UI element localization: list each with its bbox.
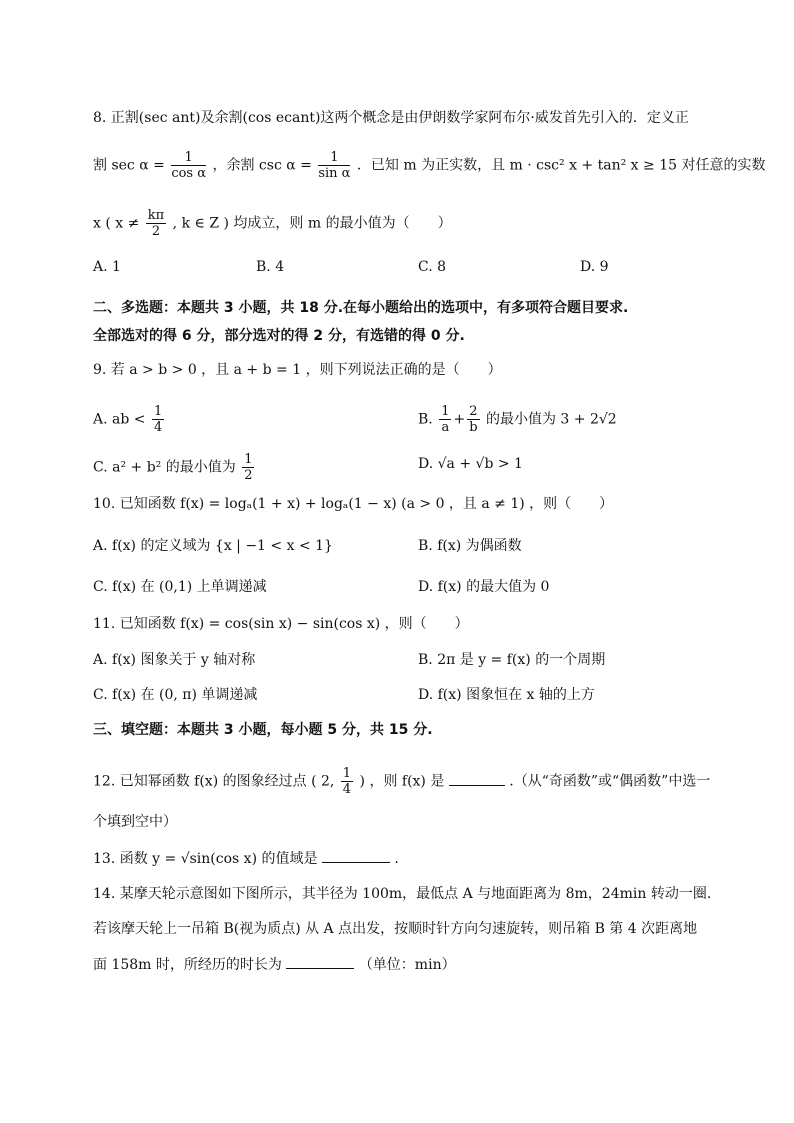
fraction-denominator: a [441,420,450,435]
q14-text-b: （单位：min） [358,957,456,973]
q9-option-a-text: A. ab < [93,411,146,428]
fraction-denominator: sin α [318,166,351,181]
section3-heading: 三、填空题：本题共 3 小题，每小题 5 分，共 15 分. [93,722,433,738]
fraction-denominator: cos α [171,166,207,181]
fraction-denominator: 4 [342,782,352,797]
q13-answer-blank[interactable] [322,848,390,863]
q10-option-a[interactable]: A. f(x) 的定义域为 {x | −1 < x < 1} [93,538,333,554]
q9-option-a[interactable] [93,404,166,435]
q9-option-c[interactable] [93,452,256,483]
q12-line1 [93,766,710,797]
q9-option-a-fraction [152,404,164,435]
q8-sec-fraction [171,150,206,181]
fraction-denominator: 2 [244,468,253,483]
q9-option-b-label: B. [418,411,433,428]
q11-option-d[interactable]: D. f(x) 图象恒在 x 轴的上方 [418,687,595,703]
q8-kpi-fraction [146,208,166,239]
q14-answer-blank[interactable] [286,954,354,969]
q12-point-fraction [341,766,353,797]
q9-option-c-fraction [242,452,254,483]
plus-sign: + [453,411,466,428]
q10-option-d[interactable]: D. f(x) 的最大值为 0 [418,579,550,595]
q8-domain-a: x ( x ≠ [93,215,140,232]
fraction-numerator: 1 [244,452,253,467]
fraction-numerator: 1 [171,150,206,166]
q11-option-c[interactable]: C. f(x) 在 (0, π) 单调递减 [93,687,258,703]
section2-scoring: 全部选对的得 6 分，部分选对的得 2 分，有选错的得 0 分. [93,328,465,344]
q11-option-b[interactable]: B. 2π 是 y = f(x) 的一个周期 [418,652,606,668]
q8-line1: 8. 正割(sec ant)及余割(cos ecant)这两个概念是由伊朗数学家阿布尔·威发首先引入的．定义正 [93,110,689,126]
q11-option-a[interactable]: A. f(x) 图象关于 y 轴对称 [93,652,256,668]
q14-line1: 14. 某摩天轮示意图如下图所示，其半径为 100m，最低点 A 与地面距离为 8m，24min 转动一圈. [93,886,712,902]
q8-option-b[interactable]: B. 4 [256,259,285,275]
q9-option-b[interactable] [418,404,617,435]
q12-text-a: 12. 已知幂函数 f(x) 的图象经过点 ( 2, [93,773,335,790]
q13-text-b: . [394,851,399,867]
q9-option-c-text: C. a² + b² 的最小值为 [93,459,236,476]
q8-option-c[interactable]: C. 8 [418,259,447,275]
q14-text-a: 面 158m 时，所经历的时长为 [93,957,282,973]
q14-line3 [93,954,456,975]
q8-sec-def: 割 sec α = [93,157,165,174]
q11-stem: 11. 已知函数 f(x) = cos(sin x) − sin(cos x) ，则（ ） [93,616,469,632]
q14-line2: 若该摩天轮上一吊箱 B(视为质点) 从 A 点出发，按顺时针方向匀速旋转，则吊箱 B 第 4 次距离地 [93,921,698,937]
fraction-denominator: b [469,420,478,435]
q8-csc-fraction [318,150,350,181]
q12-line2: 个填到空中） [93,814,177,830]
q12-answer-blank[interactable] [449,771,505,786]
q9-option-d[interactable]: D. √a + √b > 1 [418,456,523,472]
q10-option-c[interactable]: C. f(x) 在 (0,1) 上单调递减 [93,579,267,595]
q8-condition: ．已知 m 为正实数，且 m · csc² x + tan² x ≥ 15 对任意的实数 [356,157,766,174]
fraction-denominator: 2 [151,224,161,239]
fraction-numerator: 1 [342,766,352,781]
fraction-numerator: 1 [441,404,450,419]
q9-option-b-fraction1 [439,404,451,435]
q10-option-b[interactable]: B. f(x) 为偶函数 [418,538,522,554]
q8-option-d[interactable]: D. 9 [580,259,609,275]
q9-stem: 9. 若 a > b > 0 ，且 a + b = 1 ，则下列说法正确的是（ ） [93,362,502,378]
q9-option-b-text: 的最小值为 3 + 2√2 [485,411,617,428]
section2-heading: 二、多选题：本题共 3 小题，共 18 分.在每小题给出的选项中，有多项符合题目要求. [93,300,629,316]
q8-csc-def: ，余割 csc α = [212,157,312,174]
q12-text-b: ) ，则 f(x) 是 [359,773,445,790]
q8-option-a[interactable]: A. 1 [93,259,121,275]
fraction-numerator: 1 [153,404,163,419]
q10-stem: 10. 已知函数 f(x) = logₐ(1 + x) + logₐ(1 − x) (a > 0 ，且 a ≠ 1) ，则（ ） [93,496,614,512]
q8-line3 [93,208,452,239]
fraction-numerator: 2 [469,404,478,419]
q12-text-c: .（从“奇函数”或“偶函数”中选一 [509,773,711,790]
fraction-numerator: kπ [147,208,165,223]
fraction-numerator: 1 [318,150,350,166]
q8-domain-b: , k ∈ Z ) 均成立，则 m 的最小值为（ ） [172,215,452,232]
q13-text-a: 13. 函数 y = √sin(cos x) 的值域是 [93,851,318,867]
q9-option-b-fraction2 [467,404,479,435]
q8-line2 [93,150,765,181]
q13-line [93,848,399,869]
fraction-denominator: 4 [153,420,163,435]
